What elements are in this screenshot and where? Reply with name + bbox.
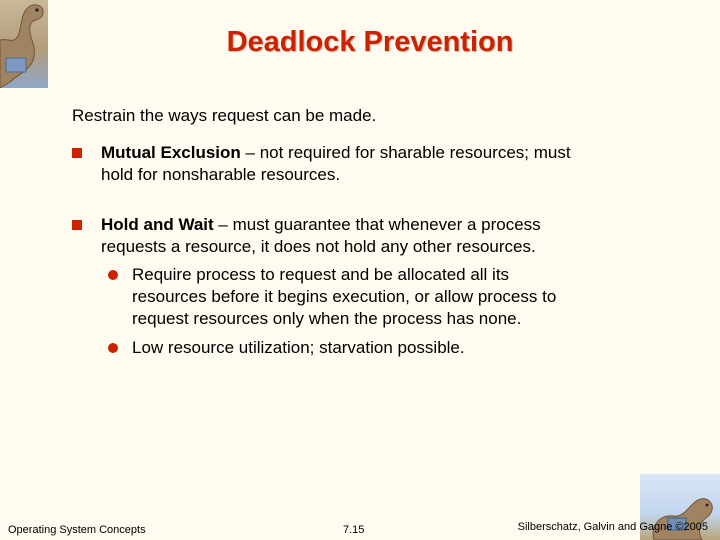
slide-title: Deadlock Prevention [226, 26, 514, 58]
footer-book-title: Operating System Concepts [8, 524, 146, 536]
square-bullet-icon [72, 220, 82, 230]
round-bullet-icon [108, 270, 118, 280]
subbullet-request-all [108, 264, 578, 330]
bullet-body: – must guarantee that whenever a process requests a resource, it does not hold any other resources. [101, 215, 541, 256]
bullet-mutual-exclusion [72, 142, 582, 186]
footer-authors: Silberschatz, Galvin and Gagne ©2005 [517, 521, 708, 533]
subbullet-low-utilization [108, 337, 578, 359]
bullet-heading: Mutual Exclusion [101, 143, 241, 162]
intro-text: Restrain the ways request can be made. [72, 106, 377, 125]
footer-page-number: 7.15 [343, 524, 365, 536]
subbullet-text: Require process to request and be allocated all its resources before it begins execution, or allow process to request resources only when the process has none. [132, 265, 557, 328]
subbullet-text: Low resource utilization; starvation possible. [132, 338, 465, 357]
bullet-body: – not required for sharable resources; must hold for nonsharable resources. [101, 143, 571, 184]
bullet-heading: Hold and Wait [101, 215, 214, 234]
square-bullet-icon [72, 148, 82, 158]
bullet-hold-and-wait [72, 214, 582, 258]
round-bullet-icon [108, 343, 118, 353]
